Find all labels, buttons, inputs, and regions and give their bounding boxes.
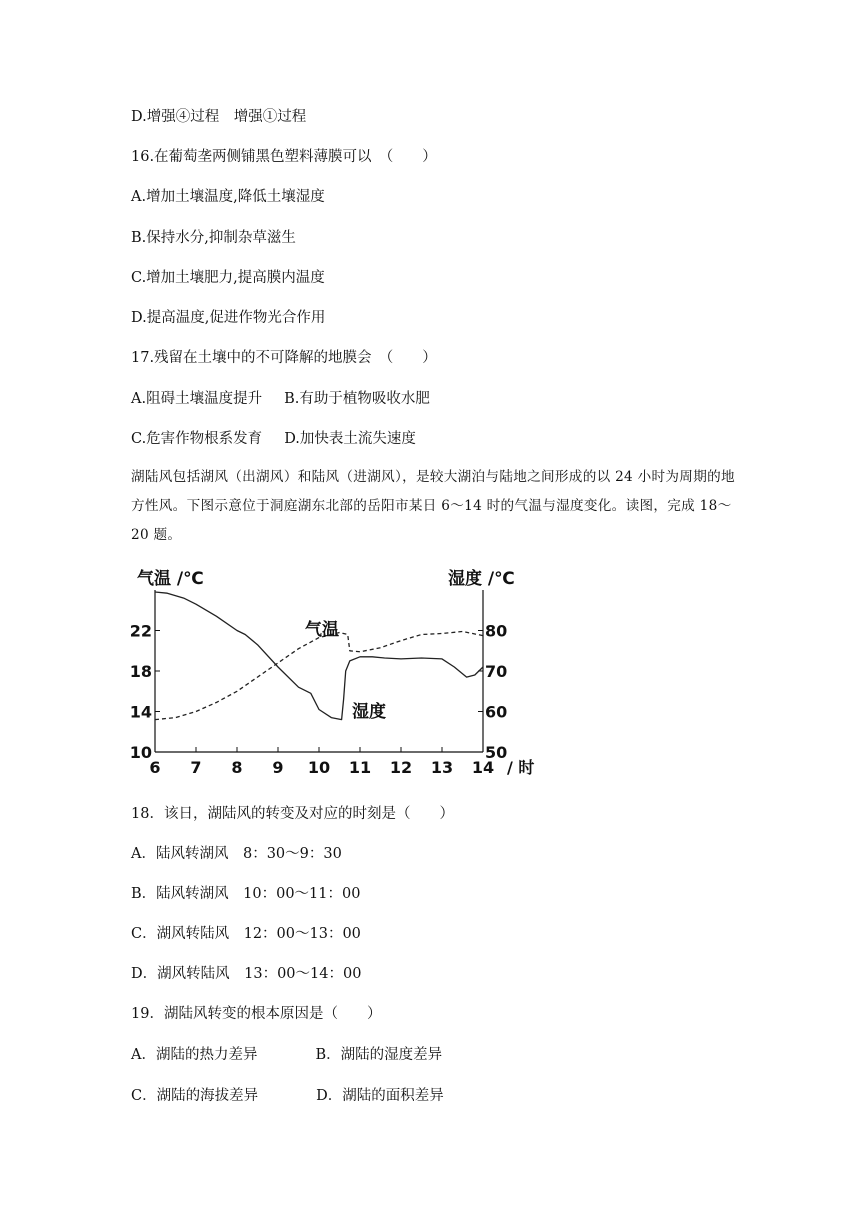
x-tick-label: 7 (190, 758, 202, 777)
chart-series (155, 592, 483, 720)
left-tick-label: 10 (129, 743, 152, 762)
left-tick-label: 14 (129, 702, 152, 722)
q17-option-d: D.加快表土流失速度 (284, 431, 416, 447)
x-tick-label: 11 (348, 758, 372, 777)
left-tick-label: 22 (129, 621, 152, 641)
x-tick-label: 6 (149, 758, 161, 777)
x-axis-label: / 时 (507, 758, 535, 777)
right-tick-label: 50 (485, 743, 508, 762)
right-tick-label: 60 (485, 702, 508, 722)
q19-stem: 19．湖陆风转变的根本原因是（ ） (131, 1006, 382, 1022)
q16-option-a: A.增加土壤温度,降低土壤湿度 (131, 189, 325, 205)
right-tick-label: 80 (485, 621, 508, 641)
left-tick-label: 18 (129, 662, 152, 681)
q17-stem: 17.残留在土壤中的不可降解的地膜会 （ ） (131, 350, 437, 366)
humidity-annotation: 湿度 (352, 702, 386, 722)
x-tick-label: 12 (389, 758, 413, 777)
q18-option-c: C．湖风转陆风 12：00～13：00 (131, 926, 361, 942)
q18-option-d: D．湖风转陆风 13：00～14：00 (131, 966, 362, 982)
temperature-line (155, 632, 483, 720)
x-tick-label: 8 (231, 758, 243, 777)
q19-options-ab (131, 1045, 442, 1065)
temperature-humidity-chart (125, 560, 535, 780)
q19-option-b: B．湖陆的湿度差异 (315, 1047, 443, 1063)
q17-option-c: C.危害作物根系发育 (131, 431, 263, 447)
q19-options-cd (131, 1086, 444, 1106)
q19-option-d: D．湖陆的面积差异 (316, 1088, 444, 1104)
chart-axes (155, 590, 483, 752)
q17-options-ab (131, 389, 430, 409)
q17-options-cd (131, 429, 416, 449)
q18-option-b: B．陆风转湖风 10：00～11：00 (131, 886, 361, 902)
x-tick-label: 10 (307, 758, 331, 777)
q19-option-a: A．湖陆的热力差异 (131, 1047, 258, 1063)
q16-option-c: C.增加土壤肥力,提高膜内温度 (131, 270, 325, 286)
chart-tick-labels (130, 622, 535, 778)
q17-option-b: B.有助于植物吸收水肥 (284, 391, 430, 407)
q18-stem: 18．该日，湖陆风的转变及对应的时刻是（ ） (131, 806, 454, 822)
temperature-annotation: 气温 (305, 620, 339, 640)
x-tick-label: 9 (272, 758, 284, 777)
q17-option-a: A.阻碍土壤温度提升 (131, 391, 263, 407)
q16-stem: 16.在葡萄垄两侧铺黑色塑料薄膜可以 （ ） (131, 149, 437, 165)
q15-option-d: D.增强④过程 增强①过程 (131, 109, 307, 125)
right-tick-label: 70 (485, 662, 508, 681)
q19-option-c: C．湖陆的海拔差异 (131, 1088, 259, 1104)
q16-option-b: B.保持水分,抑制杂草滋生 (131, 230, 296, 246)
reading-passage: 湖陆风包括湖风（出湖风）和陆风（进湖风），是较大湖泊与陆地之间形成的以 24 小时为周期的地方性风。下图示意位于洞庭湖东北部的岳阳市某日 6～14 时的气温与湿度变化。读图，完成 18～20 题。 (131, 469, 735, 543)
right-axis-label: 湿度 /℃ (448, 569, 515, 589)
q16-option-d: D.提高温度,促进作物光合作用 (131, 310, 326, 326)
humidity-line (155, 592, 483, 720)
q18-option-a: A．陆风转湖风 8：30～9：30 (131, 846, 342, 862)
left-axis-label: 气温 /℃ (137, 569, 204, 589)
x-tick-label: 13 (430, 758, 454, 777)
x-tick-label: 14 (471, 758, 495, 777)
